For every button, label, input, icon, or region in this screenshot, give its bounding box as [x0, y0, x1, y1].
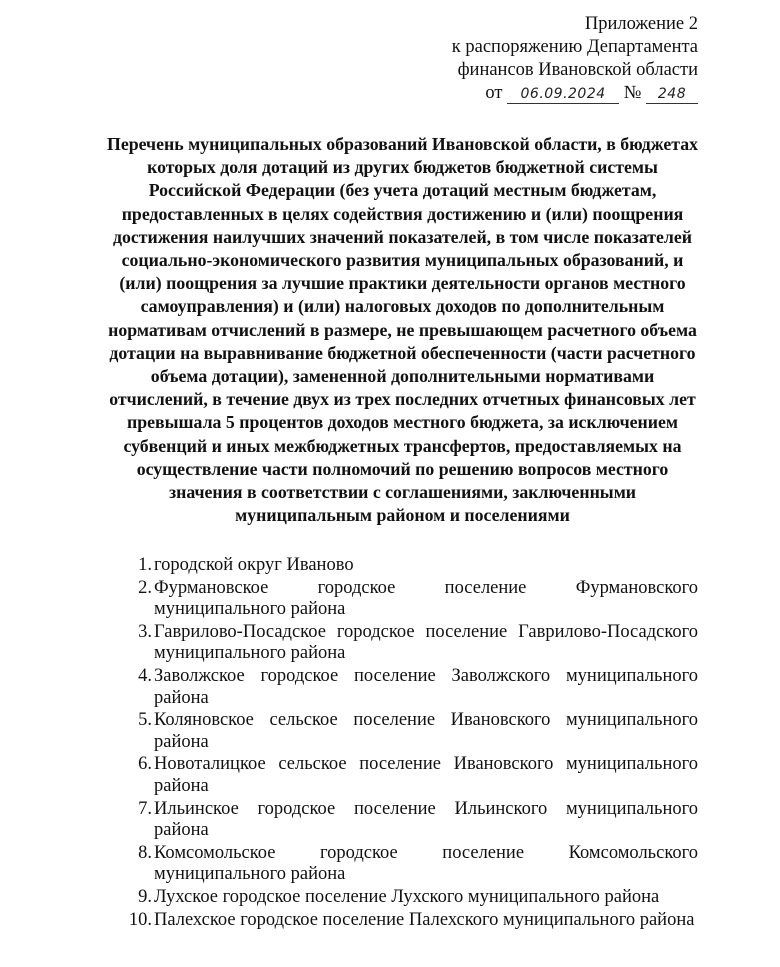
list-item — [125, 710, 698, 753]
list-item-text: городской округ Иваново — [154, 555, 354, 575]
date-number-line — [452, 82, 698, 105]
list-item — [125, 799, 698, 842]
list-item-text: Палехское городское поселение Палехского муниципального района — [154, 909, 695, 930]
list-item-number: 4. — [138, 666, 152, 687]
list-item-text: Заволжское городское поселение Заволжского муниципального района — [154, 666, 698, 708]
list-item-number: 6. — [138, 754, 152, 775]
list-item-text: Фурмановское городское поселение Фурмановского муниципального района — [154, 577, 698, 620]
date-prefix: от — [485, 83, 503, 103]
list-item-number: 2. — [138, 577, 152, 598]
municipalities-list — [125, 555, 698, 931]
list-item — [125, 910, 698, 932]
list-item-text: Новоталицкое сельское поселение Ивановского муниципального района — [154, 754, 698, 796]
number-sign: № — [623, 83, 642, 103]
handwritten-date: 06.09.2024 — [507, 85, 619, 104]
order-reference: к распоряжению Департамента — [451, 37, 698, 57]
list-item-text: Ильинское городское поселение Ильинского муниципального района — [154, 798, 698, 841]
list-item-number: 3. — [138, 621, 152, 642]
list-item-number: 9. — [138, 887, 152, 907]
appendix-label: Приложение 2 — [584, 14, 698, 34]
list-item-text: Лухское городское поселение Лухского муниципального района — [154, 887, 660, 907]
list-item — [125, 887, 698, 909]
list-item — [125, 666, 698, 709]
list-item-number: 1. — [138, 555, 152, 575]
list-item-text: Комсомольское городское поселение Комсомольского муниципального района — [154, 842, 698, 885]
list-item — [125, 754, 698, 797]
list-item — [125, 578, 698, 621]
list-item-number: 5. — [138, 710, 152, 731]
list-item — [125, 622, 698, 665]
list-item-text: Коляновское сельское поселение Ивановского муниципального района — [154, 710, 698, 752]
handwritten-number: 248 — [646, 85, 698, 104]
list-item-number: 7. — [138, 798, 152, 819]
list-item-number: 8. — [138, 842, 152, 863]
list-item — [125, 843, 698, 886]
list-item — [125, 555, 698, 577]
document-title: Перечень муниципальных образований Ивановской области, в бюджетах которых доля дотаций из других бюджетов бюджетной системы Российской Федерации (без учета дотаций местным бюджетам, предоставленных в целях содействия достижению и (или) поощрения достижения наилучших значений показателей, в том числе показателей социально-экономического развития муниципальных образований, и (или) поощрения за лучшие практики деятельности органов местного самоуправления) и (или) налоговых доходов по дополнительным нормативам отчислений в размере, не превышающем расчетного объема дотации на выравнивание бюджетной обеспеченности (части расчетного объема дотации), замененной дополнительными нормативами отчислений, в течение двух из трех последних отчетных финансовых лет превышала 5 процентов доходов местного бюджета, за исключением субвенций и иных межбюджетных трансфертов, предоставляемых на осуществление части полномочий по решению вопросов местного значения в соответствии с соглашениями, заключенными муниципальным районом и поселениями — [107, 134, 698, 526]
appendix-header — [452, 13, 698, 105]
department-name: финансов Ивановской области — [457, 60, 698, 80]
list-item-text: Гаврилово-Посадское городское поселение Гаврилово-Посадского муниципального района — [154, 621, 698, 664]
list-item-number: 10. — [128, 909, 152, 930]
